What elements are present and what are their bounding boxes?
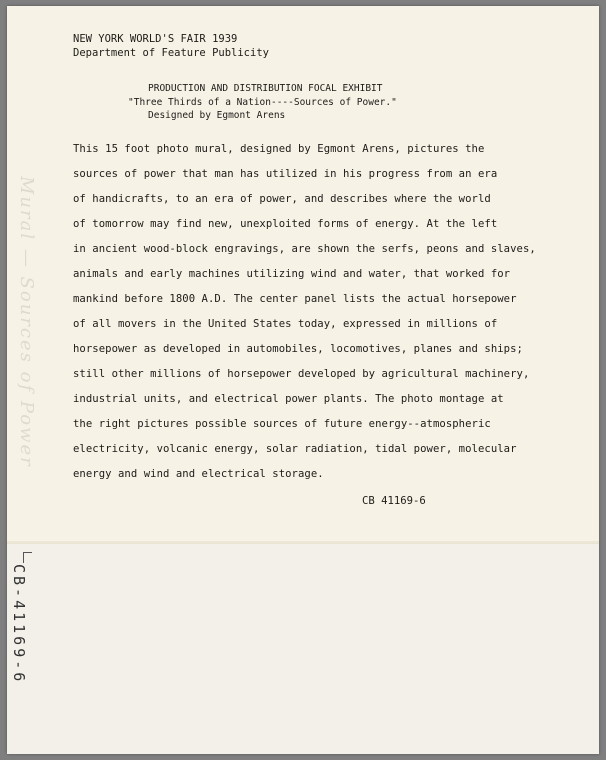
exhibit-title: PRODUCTION AND DISTRIBUTION FOCAL EXHIBIT <box>148 83 383 94</box>
body-line: This 15 foot photo mural, designed by Egmont Arens, pictures the <box>73 143 485 155</box>
body-line: horsepower as developed in automobiles, locomotives, planes and ships; <box>73 343 523 355</box>
body-line: in ancient wood-block engravings, are shown the serfs, peons and slaves, <box>73 243 536 255</box>
body-line: animals and early machines utilizing wind and water, that worked for <box>73 268 511 280</box>
header-department: Department of Feature Publicity <box>73 47 269 59</box>
body-line: mankind before 1800 A.D. The center panel lists the actual horsepower <box>73 293 517 305</box>
catalog-code: CB 41169-6 <box>362 495 426 507</box>
body-line: sources of power that man has utilized in his progress from an era <box>73 168 498 180</box>
body-line: still other millions of horsepower developed by agricultural machinery, <box>73 368 530 380</box>
exhibit-subtitle: "Three Thirds of a Nation----Sources of Power." <box>128 97 397 108</box>
exhibit-designer: Designed by Egmont Arens <box>148 110 286 121</box>
body-line: of all movers in the United States today, expressed in millions of <box>73 318 498 330</box>
body-line: of tomorrow may find new, unexploited forms of energy. At the left <box>73 218 498 230</box>
body-line: of handicrafts, to an era of power, and describes where the world <box>73 193 491 205</box>
header-fair-title: NEW YORK WORLD'S FAIR 1939 <box>73 33 238 45</box>
body-line: industrial units, and electrical power plants. The photo montage at <box>73 393 504 405</box>
body-line: energy and wind and electrical storage. <box>73 468 324 480</box>
paper-sheet <box>7 6 599 754</box>
bleed-through-handwriting: Mural — Sources of Power <box>16 176 37 468</box>
body-line: the right pictures possible sources of future energy--atmospheric <box>73 418 491 430</box>
body-line: electricity, volcanic energy, solar radiation, tidal power, molecular <box>73 443 517 455</box>
stamp-bracket <box>23 552 32 563</box>
backing-card <box>7 544 599 754</box>
catalog-stamp: CB-41169-6 <box>10 564 28 685</box>
